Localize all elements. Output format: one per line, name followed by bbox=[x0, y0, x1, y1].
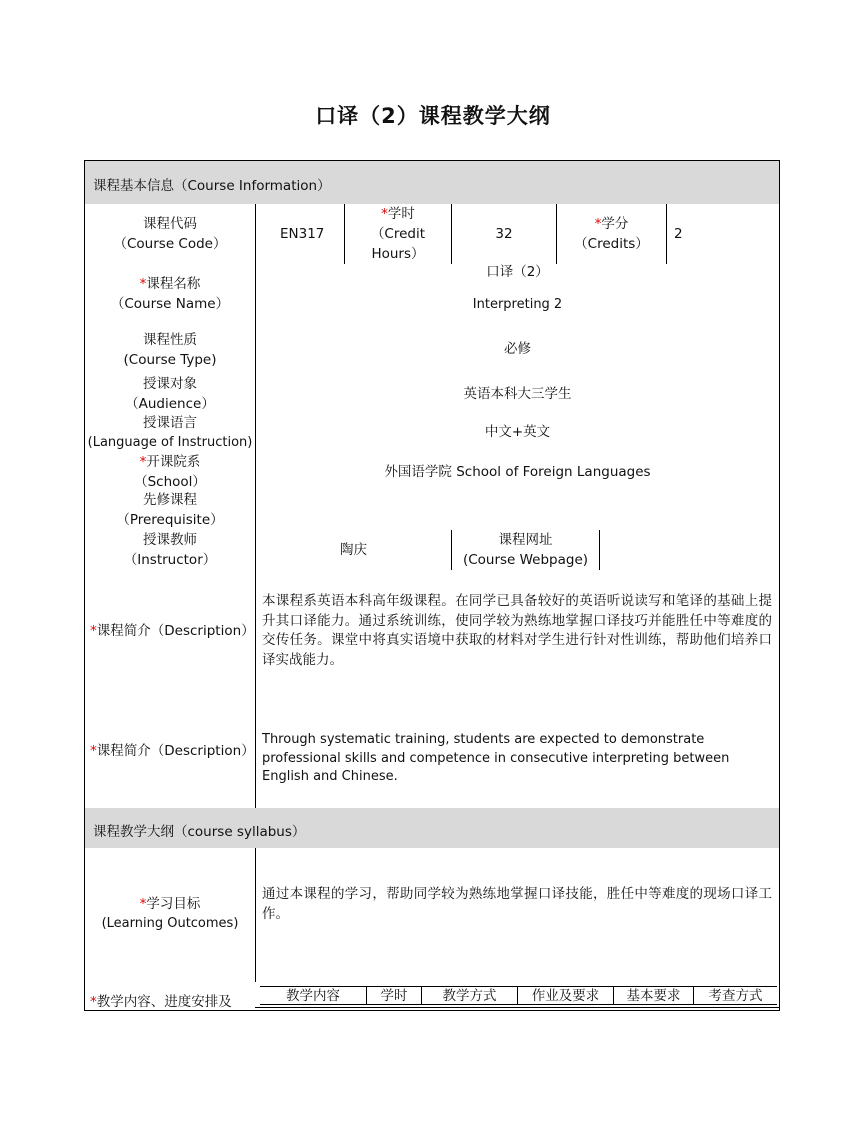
content-header-requirement: 基本要求 bbox=[626, 988, 681, 1004]
school-value: 外国语学院 School of Foreign Languages bbox=[384, 464, 651, 480]
page-title: 口译（2）课程教学大纲 bbox=[315, 104, 551, 128]
course-name-label: *课程名称 （Course Name） bbox=[110, 276, 230, 312]
webpage-label: 课程网址 (Course Webpage) bbox=[462, 532, 589, 568]
teaching-content-label: *教学内容、进度安排及 bbox=[90, 994, 232, 1010]
credit-hours-label: *学时 （Credit Hours） bbox=[370, 206, 426, 262]
learning-outcomes-label: *学习目标 (Learning Outcomes) bbox=[101, 896, 239, 931]
content-header-method: 教学方式 bbox=[442, 988, 497, 1004]
course-type-label: 课程性质 (Course Type) bbox=[123, 332, 217, 368]
section-header-course-syllabus bbox=[85, 808, 779, 848]
content-header-assessment: 考查方式 bbox=[708, 988, 763, 1004]
content-table-bottom bbox=[255, 1007, 779, 1008]
content-table-bottom bbox=[260, 1004, 777, 1005]
instructor-label: 授课教师 （Instructor） bbox=[123, 532, 217, 568]
course-code-value: EN317 bbox=[280, 226, 325, 242]
credits-label: *学分 （Credits） bbox=[574, 216, 649, 252]
credit-hours-value: 32 bbox=[495, 226, 513, 242]
language-value: 中文+英文 bbox=[484, 424, 551, 440]
content-table-top bbox=[260, 986, 777, 987]
content-header-hours: 学时 bbox=[380, 988, 408, 1004]
audience-label: 授课对象 （Audience） bbox=[125, 376, 215, 412]
course-name-cn: 口译（2） bbox=[486, 264, 549, 280]
content-header-content: 教学内容 bbox=[286, 988, 340, 1004]
cell-divider bbox=[666, 204, 667, 264]
section-title: 课程教学大纲（course syllabus） bbox=[93, 824, 306, 840]
course-code-label: 课程代码 （Course Code） bbox=[113, 216, 227, 252]
section-header-course-info bbox=[85, 161, 779, 204]
column-divider bbox=[255, 848, 256, 982]
prerequisite-label: 先修课程 （Prerequisite） bbox=[116, 492, 224, 528]
audience-value: 英语本科大三学生 bbox=[463, 386, 572, 402]
instructor-value: 陶庆 bbox=[340, 542, 367, 558]
language-label: 授课语言 (Language of Instruction) bbox=[87, 415, 253, 450]
learning-outcomes-text: 通过本课程的学习，帮助同学较为熟练地掌握口译技能，胜任中等难度的现场口译工作。 bbox=[262, 886, 772, 922]
section-title: 课程基本信息（Course Information） bbox=[93, 178, 331, 194]
course-type-value: 必修 bbox=[504, 341, 531, 357]
description-en-text: Through systematic training, students are expected to demonstrate professional skills and competence in consecutive interpreting between English and Chinese. bbox=[262, 732, 730, 784]
description-en-label: *课程简介（Description） bbox=[90, 743, 255, 759]
description-cn-text: 本课程系英语本科高年级课程。在同学已具备较好的英语听说读写和笔译的基础上提升其口译能力。通过系统训练，使同学较为熟练地掌握口译技巧并能胜任中等难度的交传任务。课堂中将真实语境中获取的材料对学生进行针对性训练，帮助他们培养口译实战能力。 bbox=[262, 593, 772, 668]
school-label: *开课院系 （School） bbox=[134, 454, 206, 490]
course-name-en: Interpreting 2 bbox=[472, 297, 563, 312]
description-cn-label: *课程简介（Description） bbox=[90, 623, 255, 639]
credits-value: 2 bbox=[674, 226, 683, 242]
cell-divider bbox=[599, 530, 600, 570]
content-header-assignment: 作业及要求 bbox=[531, 988, 600, 1004]
